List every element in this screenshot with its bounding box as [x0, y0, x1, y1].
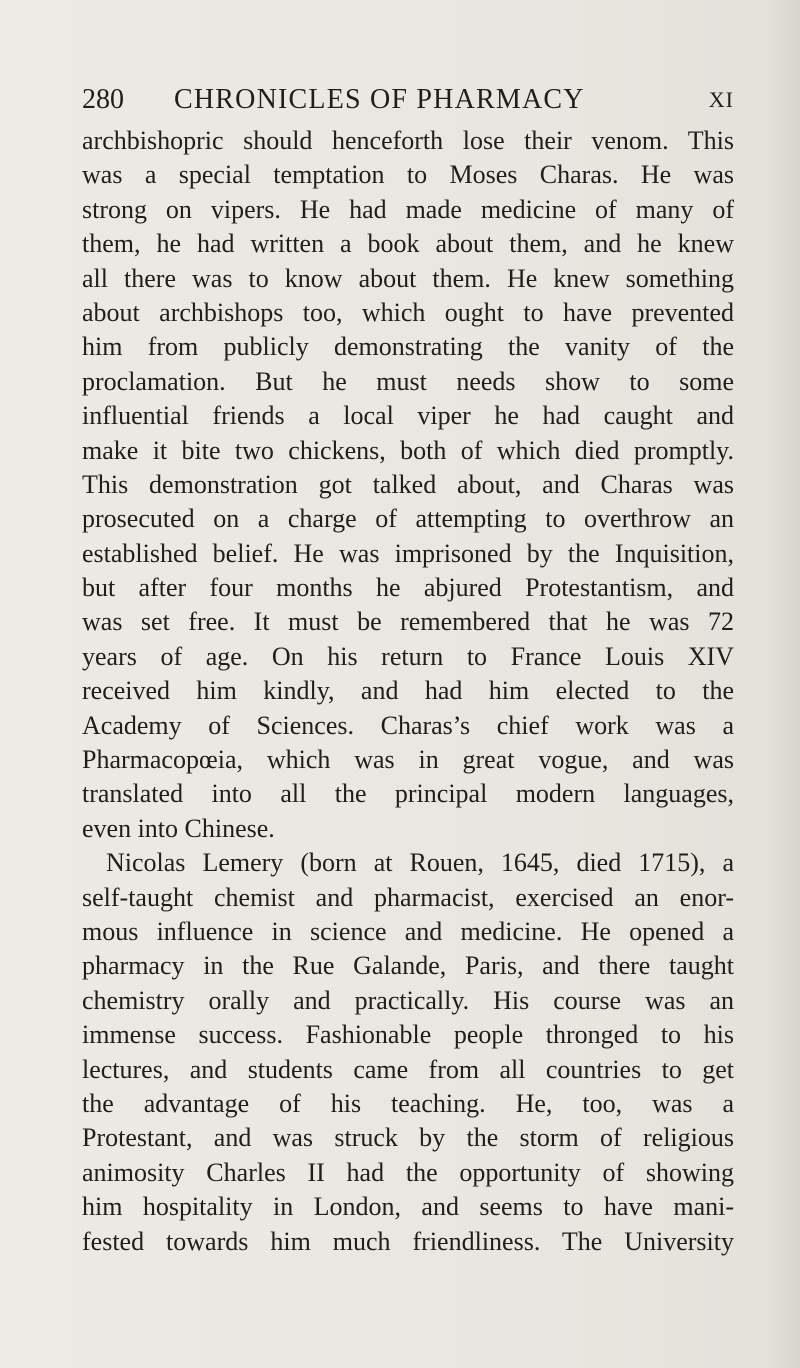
text-line: Academy of Sciences. Charas’s chief work was a: [82, 710, 734, 740]
text-line: This demonstration got talked about, and Charas was: [82, 469, 734, 499]
running-title: CHRONICLES OF PHARMACY: [174, 84, 585, 115]
text-line: him from publicly demonstrating the vanity of the: [82, 332, 734, 362]
text-line: about archbishops too, which ought to have prevented: [82, 297, 734, 327]
text-line: proclamation. But he must needs show to some: [82, 366, 734, 396]
text-line: the advantage of his teaching. He, too, was a: [82, 1088, 734, 1118]
text-line: lectures, and students came from all countries to get: [82, 1054, 734, 1084]
text-line: strong on vipers. He had made medicine of many of: [82, 194, 734, 224]
text-line: established belief. He was imprisoned by the Inquisition,: [82, 538, 734, 568]
text-line: Protestant, and was struck by the storm of religious: [82, 1123, 734, 1153]
text-line: Nicolas Lemery (born at Rouen, 1645, died 1715), a: [106, 848, 734, 878]
text-line: Pharmacopœia, which was in great vogue, and was: [82, 745, 734, 775]
text-line: but after four months he abjured Protestantism, and: [82, 573, 734, 603]
page-number: 280: [82, 84, 124, 115]
text-line: archbishopric should henceforth lose their venom. This: [82, 126, 734, 155]
text-line: translated into all the principal modern languages,: [82, 779, 734, 809]
text-line: all there was to know about them. He knew something: [82, 263, 734, 293]
text-line: mous influence in science and medicine. He opened a: [82, 916, 734, 946]
page-header: [82, 80, 734, 120]
chapter-number: XI: [708, 87, 734, 112]
text-line: animosity Charles II had the opportunity of showing: [82, 1157, 734, 1187]
text-line: received him kindly, and had him elected to the: [82, 676, 734, 706]
text-line: self-taught chemist and pharmacist, exercised an enor-: [82, 882, 734, 912]
body-text: [82, 124, 734, 1259]
text-line: years of age. On his return to France Louis XIV: [82, 641, 734, 671]
text-line: prosecuted on a charge of attempting to overthrow an: [82, 504, 734, 534]
text-line: influential friends a local viper he had caught and: [82, 401, 734, 431]
text-line: even into Chinese.: [82, 813, 275, 843]
text-line: fested towards him much friendliness. The University: [82, 1226, 734, 1256]
text-line: make it bite two chickens, both of which died promptly.: [82, 435, 734, 465]
text-line: pharmacy in the Rue Galande, Paris, and there taught: [82, 951, 734, 981]
text-line: him hospitality in London, and seems to have mani-: [82, 1192, 734, 1222]
text-line: chemistry orally and practically. His course was an: [82, 985, 734, 1015]
text-line: immense success. Fashionable people thronged to his: [82, 1020, 734, 1050]
text-line: was a special temptation to Moses Charas. He was: [82, 160, 734, 190]
text-line: them, he had written a book about them, and he knew: [82, 229, 734, 259]
text-line: was set free. It must be remembered that he was 72: [82, 607, 734, 637]
